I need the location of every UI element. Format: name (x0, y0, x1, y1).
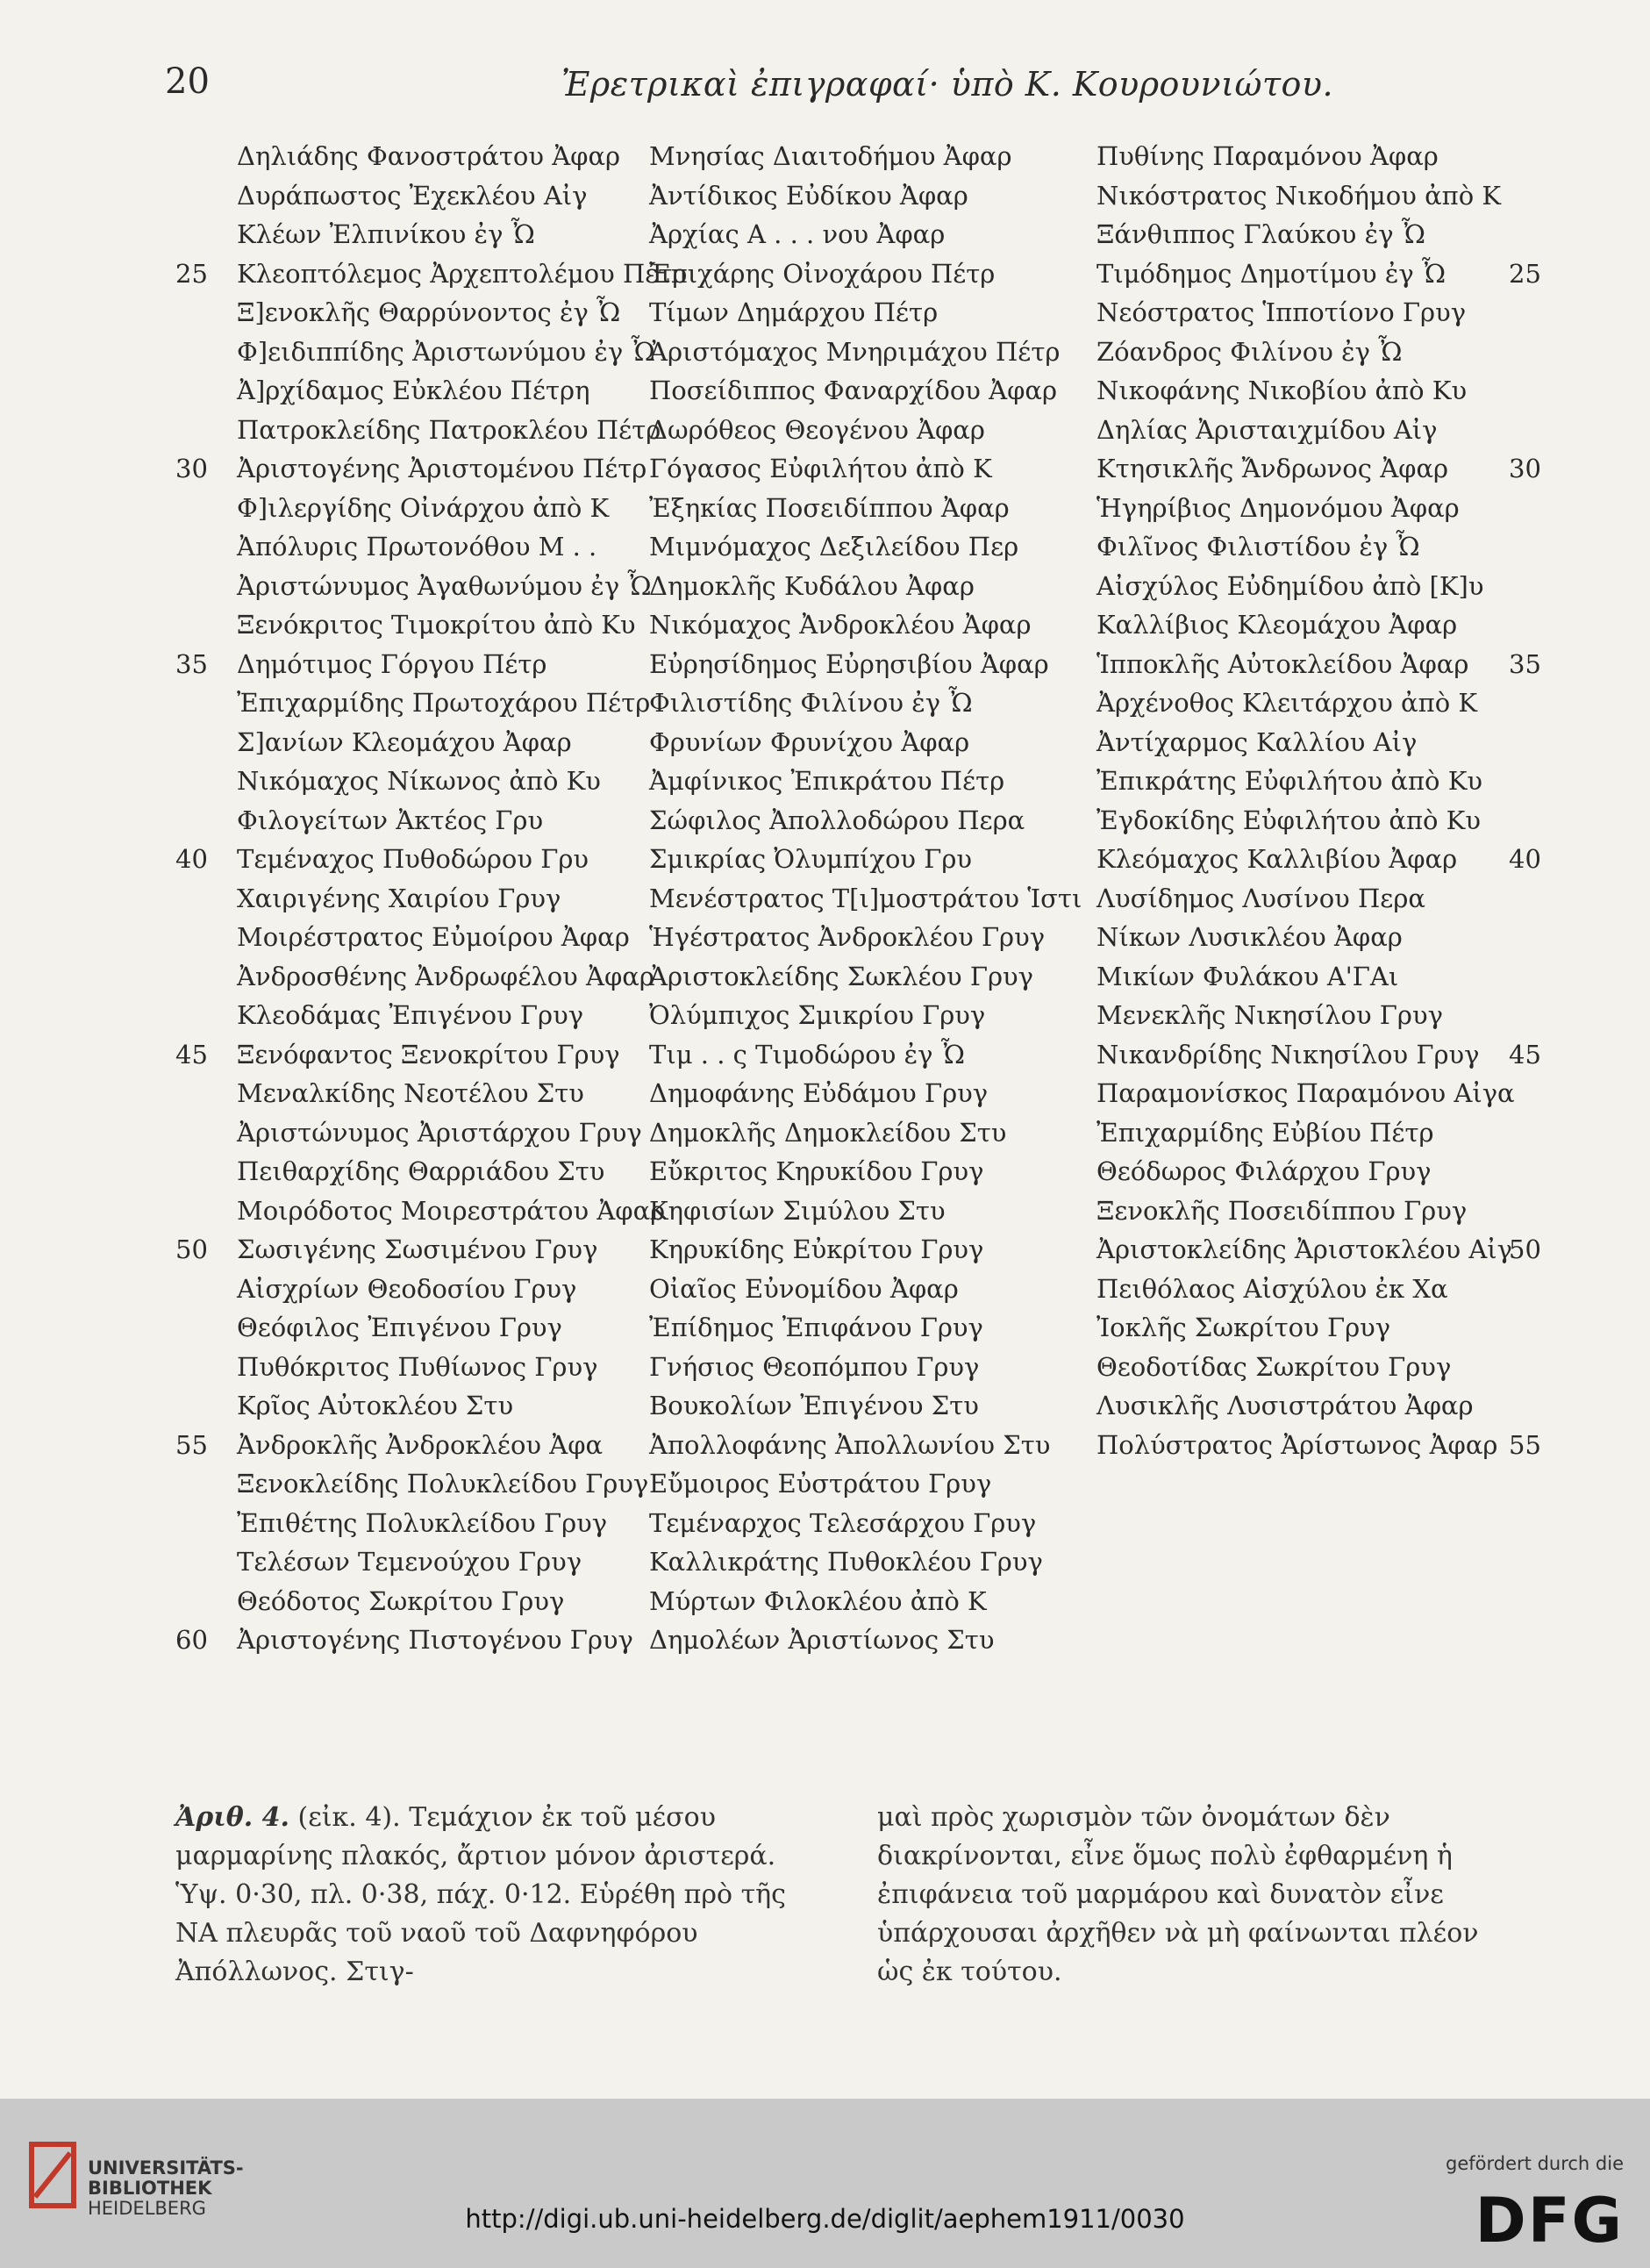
inscription-line: Μύρτων Φιλοκλέου ἀπὸ Κ (649, 1585, 987, 1616)
inscription-line: Πατροκλείδης Πατροκλέου Πέτρ (237, 414, 661, 445)
inscription-line: Δημοκλῆς Κυδάλου Ἀφαρ (649, 570, 975, 601)
inscription-line: Κηφισίων Σιμύλου Στυ (649, 1195, 946, 1226)
running-head (158, 60, 1492, 112)
inscription-line: Φιλῖνος Φιλιστίδου ἐγ Ὦ (1096, 532, 1420, 562)
dfg-logo: DFG (1475, 2185, 1624, 2257)
column-middle (649, 137, 1082, 1660)
inscription-line: Δημοκλῆς Δημοκλείδου Στυ (649, 1117, 1007, 1148)
inscription-line: Ἀμφίνικος Ἐπικράτου Πέτρ (649, 766, 1005, 796)
inscription-line: Εὔκριτος Κηρυκίδου Γρυγ (649, 1156, 984, 1186)
inscription-line: Κλεοπτόλεμος Ἀρχεπτολέμου Πέτρ (237, 258, 688, 289)
inscription-line: Ἰοκλῆς Σωκρίτου Γρυγ (1096, 1313, 1391, 1342)
inscription-line: Ἀπολλοφάνης Ἀπολλωνίου Στυ (649, 1429, 1051, 1460)
inscription-line: Τεμέναχος Πυθοδώρου Γρυ (237, 844, 589, 874)
inscription-line: Ἡγέστρατος Ἀνδροκλέου Γρυγ (649, 922, 1046, 952)
inscription-line: Πειθόλαος Αἰσχύλου ἐκ Χα (1096, 1273, 1448, 1304)
inscription-line: Θεόφιλος Ἐπιγένου Γρυγ (237, 1313, 562, 1342)
inscription-line: Ἀριστογένης Πιστογένου Γρυγ (237, 1625, 633, 1655)
inscription-line: Ἐπικράτης Εὐφιλήτου ἀπὸ Κυ (1096, 766, 1482, 796)
inscription-line: Θεόδοτος Σωκρίτου Γρυγ (237, 1585, 565, 1616)
line-number-left: 45 (175, 1039, 208, 1070)
inscription-line: Ἀπόλυρις Πρωτονόθου Μ . . (237, 532, 597, 562)
line-number-left: 60 (175, 1625, 208, 1655)
inscription-line: Μενεκλῆς Νικησίλου Γρυγ (1096, 1000, 1443, 1030)
inscription-line: Πειθαρχίδης Θαρριάδου Στυ (237, 1156, 605, 1186)
inscription-line: Ἐπιχαρμίδης Πρωτοχάρου Πέτρ (237, 688, 651, 718)
caption-right (877, 1799, 1509, 1992)
line-number-right: 45 (1509, 1039, 1541, 1070)
page-number: 20 (165, 61, 210, 102)
inscription-line: Εὐρησίδημος Εὐρησιβίου Ἀφαρ (649, 648, 1049, 679)
inscription-line: Πολύστρατος Ἀρίστωνος Ἀφαρ (1096, 1429, 1498, 1460)
inscription-line: Τιμόδημος Δημοτίμου ἐγ Ὦ (1096, 258, 1446, 289)
inscription-line: Νικόστρατος Νικοδήμου ἀπὸ Κ (1096, 180, 1502, 211)
inscription-line: Νικόμαχος Ἀνδροκλέου Ἀφαρ (649, 610, 1032, 640)
page-title: Ἐρετρικαὶ ἐπιγραφαί· ὑπὸ Κ. Κουρουνιώτου. (561, 65, 1334, 104)
inscription-line: Ξενοκλῆς Ποσειδίππου Γρυγ (1096, 1195, 1468, 1226)
line-number-left: 55 (175, 1429, 208, 1460)
inscription-line: Κλεόμαχος Καλλιβίου Ἀφαρ (1096, 844, 1458, 874)
inscription-line: Δημότιμος Γόργου Πέτρ (237, 648, 547, 679)
inscription-line: Σωσιγένης Σωσιμένου Γρυγ (237, 1234, 598, 1264)
column-left (237, 137, 687, 1660)
inscription-line: Ἀριστοκλείδης Σωκλέου Γρυγ (649, 961, 1033, 991)
inscription-line: Τιμ . . ς Τιμοδώρου ἐγ Ὦ (649, 1039, 965, 1070)
inscription-line: Ἐπιχαρμίδης Εὐβίου Πέτρ (1096, 1117, 1434, 1148)
caption-left-text: (εἰκ. 4). Τεμάχιον ἐκ τοῦ μέσου μαρμαρίνης πλακός, ἄρτιον μόνον ἀριστερά. Ὑψ. 0·30, πλ. 0·38, πάχ. 0·12. Εὑρέθη πρὸ τῆς ΝΑ πλευρᾶς τοῦ ναοῦ τοῦ Δαφνηφόρου Ἀπόλλωνος. Στιγ- (175, 1802, 786, 1987)
inscription-line: Τεμέναρχος Τελεσάρχου Γρυγ (649, 1507, 1037, 1538)
library-line-2: BIBLIOTHEK (88, 2178, 212, 2199)
inscription-line: Οἰαῖος Εὐνομίδου Ἀφαρ (649, 1273, 959, 1304)
inscription-line: Μοιρόδοτος Μοιρεστράτου Ἀφαρ (237, 1195, 666, 1226)
inscription-line: Ἱπποκλῆς Αὐτοκλείδου Ἀφαρ (1096, 648, 1469, 679)
inscription-line: Πυθόκριτος Πυθίωνος Γρυγ (237, 1351, 598, 1382)
inscription-line: Ἀριστογένης Ἀριστομένου Πέτρ (237, 454, 647, 483)
inscription-line: Κρῖος Αὐτοκλέου Στυ (237, 1391, 514, 1420)
inscription-line: Νικανδρίδης Νικησίλου Γρυγ (1096, 1039, 1480, 1070)
inscription-line: Νικοφάνης Νικοβίου ἀπὸ Κυ (1096, 376, 1468, 405)
column-right (1096, 137, 1515, 1464)
inscription-line: Ξάνθιππος Γλαύκου ἐγ Ὦ (1096, 219, 1425, 249)
inscription-line: Σώφιλος Ἀπολλοδώρου Περα (649, 805, 1025, 835)
inscription-line: Δηλιάδης Φανοστράτου Ἀφαρ (237, 141, 621, 171)
inscription-line: Ἀριστόμαχος Μνηριμάχου Πέτρ (649, 336, 1061, 367)
inscription-line: Ἀνδροσθένης Ἀνδρωφέλου Ἀφαρ (237, 961, 654, 991)
inscription-line: Ἀριστοκλείδης Ἀριστοκλέου Αἰγ (1096, 1234, 1512, 1264)
inscription-line: Ἐξηκίας Ποσειδίππου Ἀφαρ (649, 492, 1010, 523)
university-logo-icon (28, 2136, 77, 2214)
inscription-line: Δημοφάνης Εὐδάμου Γρυγ (649, 1078, 989, 1108)
inscription-line: Φ]ειδιππίδης Ἀριστωνύμου ἐγ Ὦ (237, 336, 655, 367)
inscription-line: Ἐγδοκίδης Εὐφιλήτου ἀπὸ Κυ (1096, 805, 1481, 835)
inscription-line: Κλέων Ἐλπινίκου ἐγ Ὦ (237, 219, 535, 249)
line-number-right: 25 (1509, 258, 1541, 289)
inscription-line: Ἐπίδημος Ἐπιφάνου Γρυγ (649, 1313, 983, 1342)
inscription-line: Θεοδοτίδας Σωκρίτου Γρυγ (1096, 1351, 1452, 1382)
inscription-line: Μικίων Φυλάκου Α'ΓΑι (1096, 961, 1399, 991)
inscription-line: Εὔμοιρος Εὐστράτου Γρυγ (649, 1469, 992, 1499)
inscription-line: Ἀριστώνυμος Ἀριστάρχου Γρυγ (237, 1117, 642, 1148)
inscription-line: Ποσείδιππος Φαναρχίδου Ἀφαρ (649, 376, 1058, 405)
caption-label: Ἀριθ. 4. (175, 1802, 289, 1833)
inscription-line: Καλλίβιος Κλεομάχου Ἀφαρ (1096, 610, 1458, 640)
line-number-right: 35 (1509, 648, 1541, 679)
line-number-right: 55 (1509, 1429, 1541, 1460)
caption-right-text: μαὶ πρὸς χωρισμὸν τῶν ὀνομάτων δὲν διακρίνονται, εἶνε ὅμως πολὺ ἐφθαρμένη ἡ ἐπιφάνεια τοῦ μαρμάρου καὶ δυνατὸν εἶνε ὑπάρχουσαι ἀρχῆθεν νὰ μὴ φαίνωνται πλέον ὡς ἐκ τούτου. (877, 1802, 1479, 1987)
inscription-line: Δυράπωστος Ἐχεκλέου Αἰγ (237, 180, 588, 211)
library-line-3: HEIDELBERG (88, 2198, 206, 2219)
inscription-line: Τελέσων Τεμενούχου Γρυγ (237, 1547, 582, 1577)
inscription-line: Χαιριγένης Χαιρίου Γρυγ (237, 883, 561, 913)
inscription-line: Ξενόκριτος Τιμοκρίτου ἀπὸ Κυ (237, 610, 636, 640)
inscription-line: Ἐπιθέτης Πολυκλείδου Γρυγ (237, 1507, 608, 1538)
inscription-line: Ξενόφαντος Ξενοκρίτου Γρυγ (237, 1039, 620, 1070)
inscription-line: Φιλιστίδης Φιλίνου ἐγ Ὦ (649, 688, 973, 718)
inscription-line: Γόγασος Εὐφιλήτου ἀπὸ Κ (649, 454, 992, 483)
inscription-line: Νικόμαχος Νίκωνος ἀπὸ Κυ (237, 766, 601, 796)
inscription-line: Φιλογείτων Ἀκτέος Γρυ (237, 805, 544, 835)
inscription-line: Μνησίας Διαιτοδήμου Ἀφαρ (649, 141, 1012, 171)
inscription-line: Αἰσχρίων Θεοδοσίου Γρυγ (237, 1273, 577, 1304)
inscription-line: Ἀρχένοθος Κλειτάρχου ἀπὸ Κ (1096, 688, 1478, 718)
inscription-line: Μεναλκίδης Νεοτέλου Στυ (237, 1078, 584, 1108)
funding-label: gefördert durch die (1446, 2153, 1624, 2174)
inscription-line: Ἀντίδικος Εὐδίκου Ἀφαρ (649, 180, 968, 211)
inscription-line: Γνήσιος Θεοπόμπου Γρυγ (649, 1351, 980, 1382)
source-url-link[interactable]: http://digi.ub.uni-heidelberg.de/diglit/aephem1911/0030 (465, 2204, 1185, 2234)
inscription-line: Μενέστρατος Τ[ι]μοστράτου Ἱστι (649, 883, 1082, 913)
inscription-line: Μοιρέστρατος Εὐμοίρου Ἀφαρ (237, 922, 630, 952)
line-number-left: 35 (175, 648, 208, 679)
inscription-line: Νεόστρατος Ἱπποτίονο Γρυγ (1096, 297, 1467, 327)
line-number-right: 40 (1509, 844, 1541, 874)
footer-bar (0, 2099, 1650, 2268)
inscription-line: Δηλίας Ἀρισταιχμίδου Αἰγ (1096, 414, 1438, 445)
inscription-line: Φρυνίων Φρυνίχου Ἀφαρ (649, 726, 970, 757)
inscription-line: Θεόδωρος Φιλάρχου Γρυγ (1096, 1156, 1432, 1186)
line-number-right: 30 (1509, 454, 1541, 483)
inscription-line: Ἀ]ρχίδαμος Εὐκλέου Πέτρη (237, 376, 590, 405)
inscription-line: Ζόανδρος Φιλίνου ἐγ Ὦ (1096, 336, 1403, 367)
inscription-line: Αἰσχύλος Εὐδημίδου ἀπὸ [Κ]υ (1096, 570, 1484, 601)
inscription-line: Κηρυκίδης Εὐκρίτου Γρυγ (649, 1234, 984, 1264)
inscription-line: Ἐπιχάρης Οἰνοχάρου Πέτρ (649, 258, 996, 289)
inscription-line: Βουκολίων Ἐπιγένου Στυ (649, 1391, 979, 1420)
line-number-left: 25 (175, 258, 208, 289)
inscription-line: Ὀλύμπιχος Σμικρίου Γρυγ (649, 1000, 986, 1030)
line-number-left: 50 (175, 1234, 208, 1264)
inscription-line: Ξ]ενοκλῆς Θαρρύνοντος ἐγ Ὦ (237, 297, 621, 327)
library-line-1: UNIVERSITÄTS- (88, 2157, 244, 2179)
inscription-line: Φ]ιλεργίδης Οἰνάρχου ἀπὸ Κ (237, 492, 610, 523)
caption-left (175, 1799, 825, 1992)
inscription-line: Ξενοκλείδης Πολυκλείδου Γρυγ (237, 1469, 649, 1499)
line-number-left: 30 (175, 454, 208, 483)
inscription-line: Ἀριστώνυμος Ἀγαθωνύμου ἐγ Ὦ (237, 570, 652, 601)
inscription-line: Σμικρίας Ὀλυμπίχου Γρυ (649, 844, 973, 874)
inscription-line: Παραμονίσκος Παραμόνου Αἰγα (1096, 1078, 1515, 1108)
inscription-line: Δημολέων Ἀριστίωνος Στυ (649, 1625, 995, 1655)
inscription-line: Καλλικράτης Πυθοκλέου Γρυγ (649, 1547, 1043, 1577)
inscription-line: Πυθίνης Παραμόνου Ἀφαρ (1096, 141, 1439, 171)
line-number-left: 40 (175, 844, 208, 874)
inscription-line: Μιμνόμαχος Δεξιλείδου Περ (649, 532, 1019, 562)
inscription-line: Λυσικλῆς Λυσιστράτου Ἀφαρ (1096, 1391, 1474, 1420)
inscription-line: Κτησικλῆς Ἄνδρωνος Ἀφαρ (1096, 454, 1449, 483)
inscription-line: Δωρόθεος Θεογένου Ἀφαρ (649, 414, 985, 445)
inscription-line: Ἀρχίας Α . . . νου Ἀφαρ (649, 219, 946, 249)
inscription-line: Τίμων Δημάρχου Πέτρ (649, 297, 939, 327)
inscription-line: Σ]ανίων Κλεομάχου Ἀφαρ (237, 726, 572, 757)
inscription-line: Ἡγηρίβιος Δημονόμου Ἀφαρ (1096, 492, 1460, 523)
inscription-line: Λυσίδημος Λυσίνου Περα (1096, 883, 1425, 913)
inscription-line: Νίκων Λυσικλέου Ἀφαρ (1096, 922, 1403, 952)
inscription-line: Ἀντίχαρμος Καλλίου Αἰγ (1096, 726, 1418, 757)
inscription-line: Ἀνδροκλῆς Ἀνδροκλέου Ἀφα (237, 1429, 604, 1460)
line-number-right: 50 (1509, 1234, 1541, 1264)
inscription-line: Κλεοδάμας Ἐπιγένου Γρυγ (237, 1000, 584, 1030)
